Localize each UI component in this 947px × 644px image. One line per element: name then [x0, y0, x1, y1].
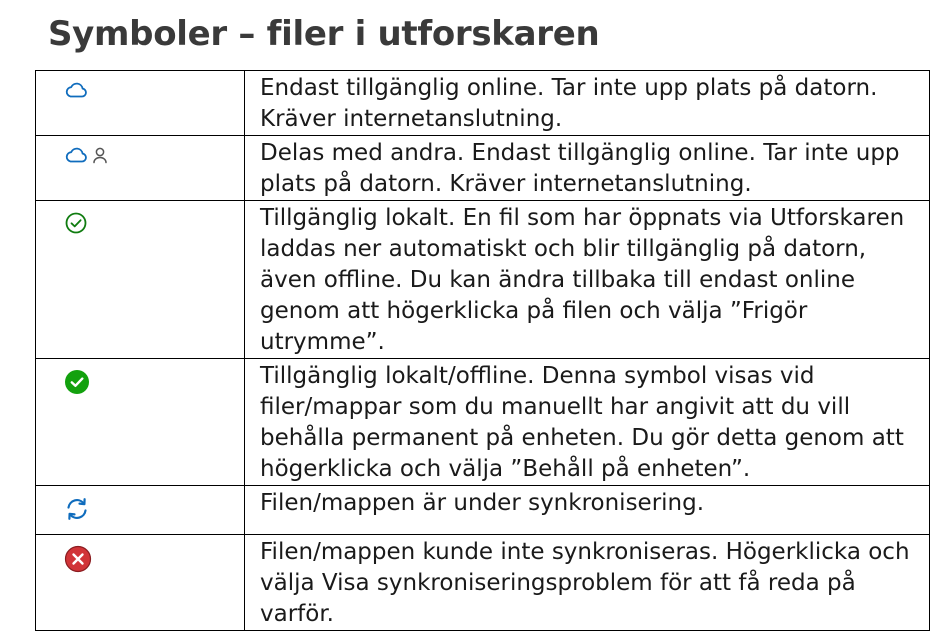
description-text: Tillgänglig lokalt/offline. Denna symbol visas vid filer/mappar som du manuellt har angivit att du vill behålla permanent på enheten. Du gör detta genom att högerklicka och välja ”Behåll på enheten”. [245, 359, 930, 486]
icon-cell [36, 71, 245, 136]
page-title: Symboler – filer i utforskaren [48, 14, 600, 54]
icon-cell [36, 136, 245, 201]
table-row [36, 486, 930, 535]
error-circle-icon [64, 545, 92, 573]
icon-cell [36, 486, 245, 535]
check-circle-solid-icon [64, 369, 90, 395]
table-row [36, 359, 930, 486]
table-row [36, 201, 930, 359]
table-row [36, 71, 930, 136]
description-text: Tillgänglig lokalt. En fil som har öppnats via Utforskaren laddas ner automatiskt och blir tillgänglig på datorn, även offline. Du kan ändra tillbaka till endast online genom att högerklicka på filen och välja ”Frigör utrymme”. [245, 201, 930, 359]
icon-cell [36, 535, 245, 631]
description-text: Filen/mappen kunde inte synkroniseras. Högerklicka och välja Visa synkroniseringsproblem för att få reda på varför. [245, 535, 930, 631]
sync-icon [64, 496, 90, 522]
table-row [36, 535, 930, 631]
table-row [36, 136, 930, 201]
icon-cell [36, 201, 245, 359]
symbol-table [35, 70, 930, 631]
description-text: Filen/mappen är under synkronisering. [245, 486, 930, 535]
cloud-icon [64, 146, 88, 164]
person-icon [92, 146, 108, 164]
description-text: Endast tillgänglig online. Tar inte upp plats på datorn. Kräver internetanslutning. [245, 71, 930, 136]
icon-cell [36, 359, 245, 486]
description-text: Delas med andra. Endast tillgänglig online. Tar inte upp plats på datorn. Kräver internetanslutning. [245, 136, 930, 201]
check-circle-outline-icon [64, 211, 88, 235]
cloud-icon [64, 81, 88, 99]
